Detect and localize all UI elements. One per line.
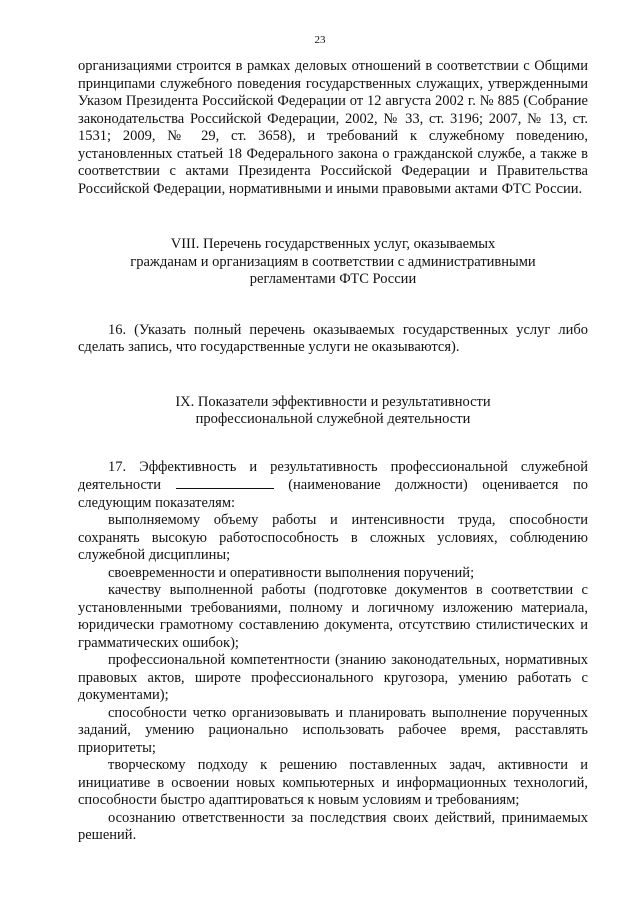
- criterion-item: профессиональной компетентности (знанию законодательных, нормативных правовых актов, широте профессионального кругозора, умению работать с документами);: [78, 652, 588, 703]
- section-9-heading-line-1: IX. Показатели эффективности и результативности: [175, 393, 491, 410]
- criterion-item: своевременности и оперативности выполнения поручений;: [108, 564, 475, 581]
- intro-paragraph: организациями строится в рамках деловых отношений в соответствии с Общими принципами служебного поведения государственных служащих, утвержденными Указом Президента Российской Федерации от 12 августа 2002 г. № 885 (Собрание законодательства Российской Федерации, 2002, № 33, ст. 3196; 2007, № 13, ст. 1531; 2009, № 29, ст. 3658), и требований к служебному поведению, установленных статьей 18 Федерального закона о гражданской службе, а также в соответствии с актами Президента Российской Федерации и Правительства Российской Федерации, нормативными и иными правовыми актами ФТС России.: [78, 58, 588, 197]
- criterion-item: выполняемому объему работы и интенсивности труда, способности сохранять высокую работоспособность в сложных условиях, соблюдению служебной дисциплины;: [78, 512, 588, 563]
- item-17-text-end: (наименование должности) оценивается по следующим показателям:: [78, 477, 588, 511]
- criterion-item: способности четко организовывать и планировать выполнение порученных заданий, умению рационально использовать рабочее время, расставлять приоритеты;: [78, 704, 588, 756]
- section-8-heading-line-3: регламентами ФТС России: [249, 271, 417, 287]
- criterion-item: творческому подходу к решению поставленных задач, активности и инициативе в освоении новых компьютерных и информационных технологий, способности быстро адаптироваться к новым условиям и требованиям;: [78, 757, 588, 808]
- section-9-heading: [78, 394, 588, 429]
- item-17-paragraph: [78, 459, 588, 513]
- page-number: 23: [314, 34, 326, 46]
- section-8-heading-line-1: VIII. Перечень государственных услуг, оказываемых: [170, 236, 496, 252]
- criterion-item: качеству выполненной работы (подготовке документов в соответствии с установленными требованиями, полному и логичному изложению материала, юридически грамотному составлению документа, отсутствию стилистических и грамматических ошибок);: [78, 582, 588, 651]
- section-8-heading: [78, 236, 588, 289]
- item-16-paragraph: 16. (Указать полный перечень оказываемых государственных услуг либо сделать запись, что государственные услуги не оказываются).: [78, 321, 588, 355]
- section-9-heading-line-2: профессиональной служебной деятельности: [195, 411, 471, 427]
- position-name-blank-line: [176, 476, 274, 489]
- section-8-heading-line-2: гражданам и организациям в соответствии с административными: [130, 253, 536, 270]
- item-17-text-start: 17. Эффективность и результативность профессиональной служебной деятельности: [78, 458, 588, 493]
- criterion-item: осознанию ответственности за последствия своих действий, принимаемых решений.: [78, 809, 588, 843]
- page-content: [78, 58, 588, 845]
